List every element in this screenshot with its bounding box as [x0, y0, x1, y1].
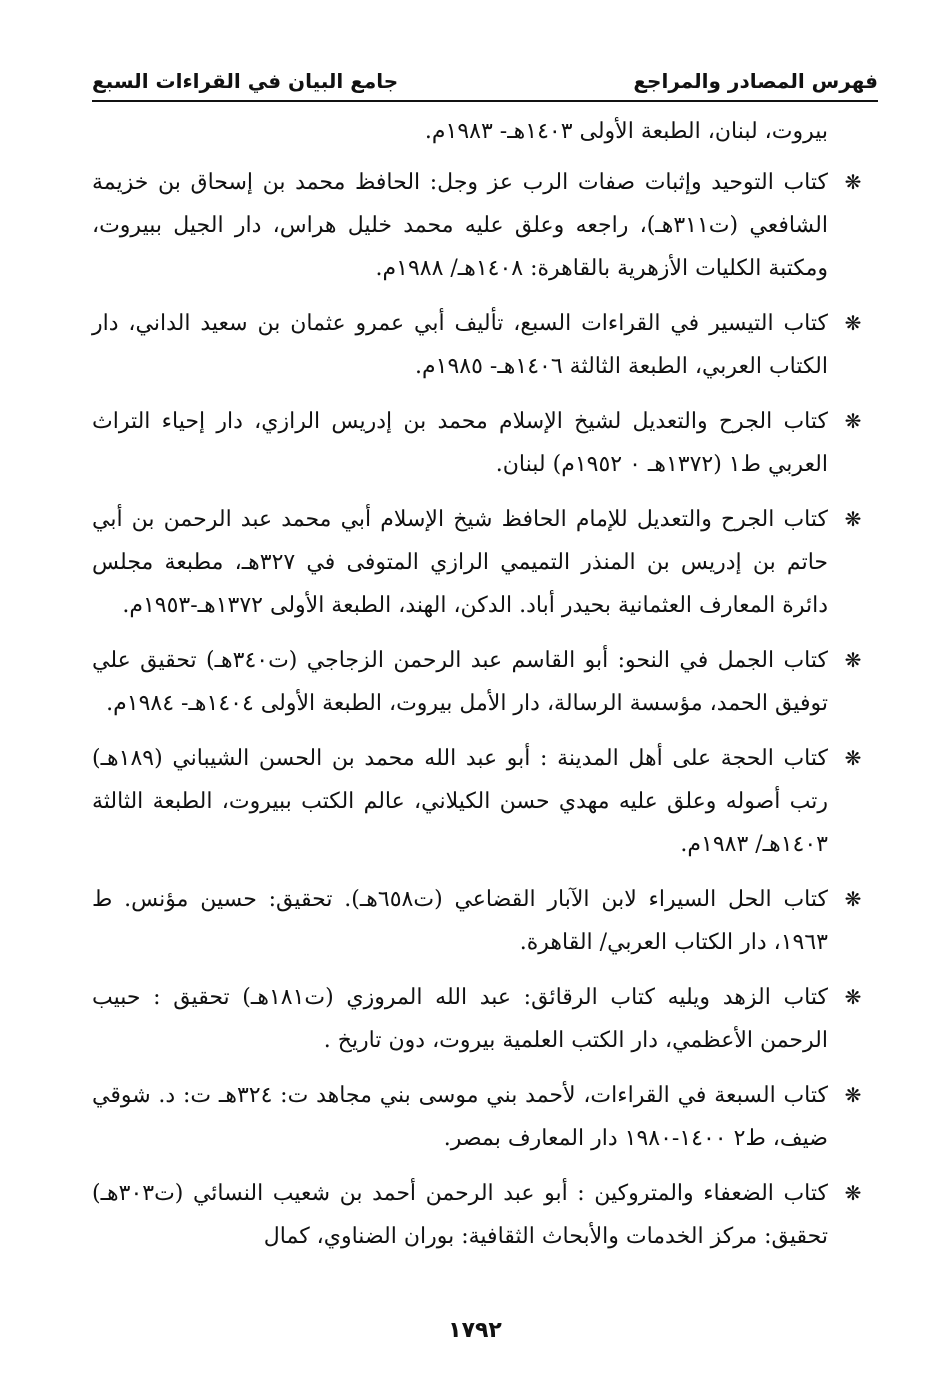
bibliography-entry: [92, 878, 878, 964]
entry-text: كتاب الحل السيراء لابن الآبار القضاعي (ت٦٥٨هـ). تحقيق: حسين مؤنس. ط ١٩٦٣، دار الكتاب العربي/ القاهرة.: [92, 887, 828, 955]
bibliography-entry: [92, 639, 878, 725]
bullet-star-icon: ❋: [844, 311, 862, 335]
bibliography-entry: [92, 400, 878, 486]
bullet-star-icon: ❋: [844, 648, 862, 672]
bullet-star-icon: ❋: [844, 1083, 862, 1107]
bullet-star-icon: ❋: [844, 887, 862, 911]
header-left-title: جامع البيان في القراءات السبع: [92, 69, 399, 93]
bibliography-entry: [92, 737, 878, 866]
bibliography-entry: [92, 302, 878, 388]
bullet-star-icon: ❋: [844, 985, 862, 1009]
running-header: [92, 62, 878, 102]
bullet-star-icon: ❋: [844, 170, 862, 194]
bibliography-entry: [92, 161, 878, 290]
bibliography-entry: [92, 1172, 878, 1258]
bibliography-entry: [92, 498, 878, 627]
bibliography-entry: [92, 976, 878, 1062]
header-right-title: فهرس المصادر والمراجع: [633, 69, 878, 93]
bullet-star-icon: ❋: [844, 1181, 862, 1205]
bibliography-list: [92, 110, 878, 1270]
entry-text: كتاب التيسير في القراءات السبع، تأليف أبي عمرو عثمان بن سعيد الداني، دار الكتاب العربي، الطبعة الثالثة ١٤٠٦هـ- ١٩٨٥م.: [92, 311, 828, 379]
bibliography-entry: [92, 1074, 878, 1160]
entry-text: كتاب السبعة في القراءات، لأحمد بني موسى بني مجاهد ت: ٣٢٤هـ ت: د. شوقي ضيف، ط٢ ١٤٠٠-١٩٨٠ دار المعارف بمصر.: [92, 1083, 828, 1151]
continuation-text: بيروت، لبنان، الطبعة الأولى ١٤٠٣هـ- ١٩٨٣م.: [424, 119, 828, 144]
bullet-star-icon: ❋: [844, 507, 862, 531]
entry-text: كتاب التوحيد وإثبات صفات الرب عز وجل: الحافظ محمد بن إسحاق بن خزيمة الشافعي (ت٣١١هـ)، راجعه وعلق عليه محمد خليل هراس، دار الجيل ببيروت، ومكتبة الكليات الأزهرية بالقاهرة: ١٤٠٨هـ/ ١٩٨٨م.: [92, 170, 828, 281]
entry-text: كتاب الضعفاء والمتروكين : أبو عبد الرحمن أحمد بن شعيب النسائي (ت٣٠٣هـ) تحقيق: مركز الخدمات والأبحاث الثقافية: بوران الضناوي، كمال: [92, 1181, 828, 1249]
entry-text: كتاب الجمل في النحو: أبو القاسم عبد الرحمن الزجاجي (ت٣٤٠هـ) تحقيق علي توفيق الحمد، مؤسسة الرسالة، دار الأمل بيروت، الطبعة الأولى ١٤٠٤هـ- ١٩٨٤م.: [92, 648, 828, 716]
page-number: ١٧٩٢: [448, 1318, 502, 1343]
entry-text: كتاب الحجة على أهل المدينة : أبو عبد الله محمد بن الحسن الشيباني (١٨٩هـ) رتب أصوله وعلق عليه مهدي حسن الكيلاني، عالم الكتب ببيروت، الطبعة الثالثة ١٤٠٣هـ/ ١٩٨٣م.: [92, 746, 828, 857]
bullet-star-icon: ❋: [844, 409, 862, 433]
entry-text: كتاب الجرح والتعديل لشيخ الإسلام محمد بن إدريس الرازي، دار إحياء التراث العربي ط١ (١٣٧٢هـ ٠ ١٩٥٢م) لبنان.: [92, 409, 828, 477]
bullet-star-icon: ❋: [844, 746, 862, 770]
entry-text: كتاب الجرح والتعديل للإمام الحافظ شيخ الإسلام أبي محمد عبد الرحمن بن أبي حاتم بن إدريس بن المنذر التميمي الرازي المتوفى في ٣٢٧هـ، مطبعة مجلس دائرة المعارف العثمانية بحيدر أباد. الدكن، الهند، الطبعة الأولى ١٣٧٢هـ-١٩٥٣م.: [92, 507, 828, 618]
entry-text: كتاب الزهد ويليه كتاب الرقائق: عبد الله المروزي (ت١٨١هـ) تحقيق : حبيب الرحمن الأعظمي، دار الكتب العلمية بيروت، دون تاريخ .: [92, 985, 828, 1053]
